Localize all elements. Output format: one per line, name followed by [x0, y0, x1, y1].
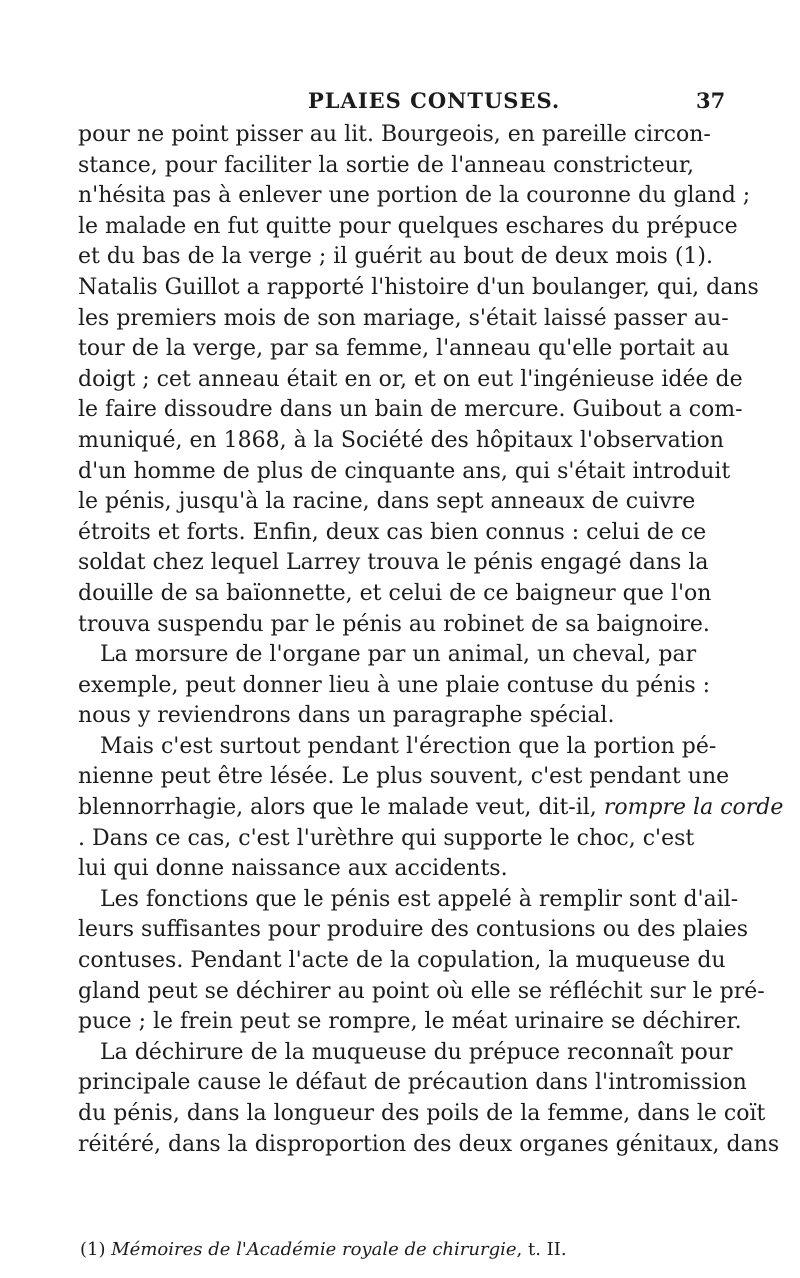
text-line: contuses. Pendant l'acte de la copulation, la muqueuse du [78, 948, 726, 974]
text-line: Mais c'est surtout pendant l'érection que la portion pé- [100, 733, 717, 759]
text-line: tour de la verge, par sa femme, l'anneau qu'elle portait au [78, 336, 730, 362]
text-line: du pénis, dans la longueur des poils de la femme, dans le coït [78, 1101, 766, 1126]
text-line: leurs suffisantes pour produire des contusions ou des plaies [78, 917, 749, 943]
footnote [80, 1239, 567, 1260]
text-line: doigt ; cet anneau était en or, et on eut l'ingénieuse idée de [78, 366, 743, 392]
text-line: La déchirure de la muqueuse du prépuce reconnaît pour [100, 1039, 733, 1065]
text-line: douille de sa baïonnette, et celui de ce baigneur que l'on [78, 580, 712, 606]
text-line: stance, pour faciliter la sortie de l'anneau constricteur, [78, 152, 694, 178]
text-line: La morsure de l'organe par un animal, un cheval, par [100, 642, 697, 668]
text-line: d'un homme de plus de cinquante ans, qui s'était introduit [78, 458, 731, 484]
text-line: nous y reviendrons dans un paragraphe spécial. [78, 703, 615, 729]
body-text [78, 120, 784, 1160]
page-header [0, 88, 800, 118]
text-run: blennorrhagie, alors que le malade veut, dit-il, [78, 795, 597, 821]
text-line: pour ne point pisser au lit. Bourgeois, en pareille circon- [78, 122, 711, 147]
text-line: et du bas de la verge ; il guérit au bout de deux mois (1). [78, 244, 713, 270]
text-line: étroits et forts. Enfin, deux cas bien connus : celui de ce [78, 519, 707, 545]
text-line: nienne peut être lésée. Le plus souvent, c'est pendant une [78, 764, 730, 790]
text-line: les premiers mois de son mariage, s'était laissé passer au- [78, 305, 729, 331]
footnote-ref: , t. II. [516, 1239, 567, 1260]
text-line: puce ; le frein peut se rompre, le méat urinaire se déchirer. [78, 1009, 742, 1035]
text-line: n'hésita pas à enlever une portion de la couronne du gland ; [78, 183, 751, 209]
text-line-mixed [78, 793, 784, 824]
text-line: le faire dissoudre dans un bain de mercure. Guibout a com- [78, 397, 743, 423]
footnote-title: Mémoires de l'Académie royale de chirurgie [111, 1239, 517, 1260]
text-line: le malade en fut quitte pour quelques eschares du prépuce [78, 213, 738, 239]
text-line: réitéré, dans la disproportion des deux organes génitaux, dans [78, 1131, 780, 1157]
text-line: Les fonctions que le pénis est appelé à remplir sont d'ail- [100, 886, 739, 912]
text-line: lui qui donne naissance aux accidents. [78, 856, 508, 882]
page-number: 37 [696, 88, 726, 113]
text-line: . Dans ce cas, c'est l'urèthre qui supporte le choc, c'est [78, 825, 695, 851]
text-line: principale cause le défaut de précaution dans l'intromission [78, 1070, 747, 1096]
text-line: exemple, peut donner lieu à une plaie contuse du pénis : [78, 672, 711, 698]
running-title: PLAIES CONTUSES. [308, 88, 561, 113]
text-line: trouva suspendu par le pénis au robinet de sa baignoire. [78, 611, 710, 637]
text-line: Natalis Guillot a rapporté l'histoire d'un boulanger, qui, dans [78, 274, 759, 300]
text-line: muniqué, en 1868, à la Société des hôpitaux l'observation [78, 427, 724, 453]
footnote-marker: (1) [80, 1239, 106, 1260]
text-line: le pénis, jusqu'à la racine, dans sept anneaux de cuivre [78, 489, 696, 515]
text-line: gland peut se déchirer au point où elle se réfléchit sur le pré- [78, 978, 765, 1004]
text-line: soldat chez lequel Larrey trouva le pénis engagé dans la [78, 550, 709, 576]
italic-phrase: rompre la corde [603, 795, 784, 821]
